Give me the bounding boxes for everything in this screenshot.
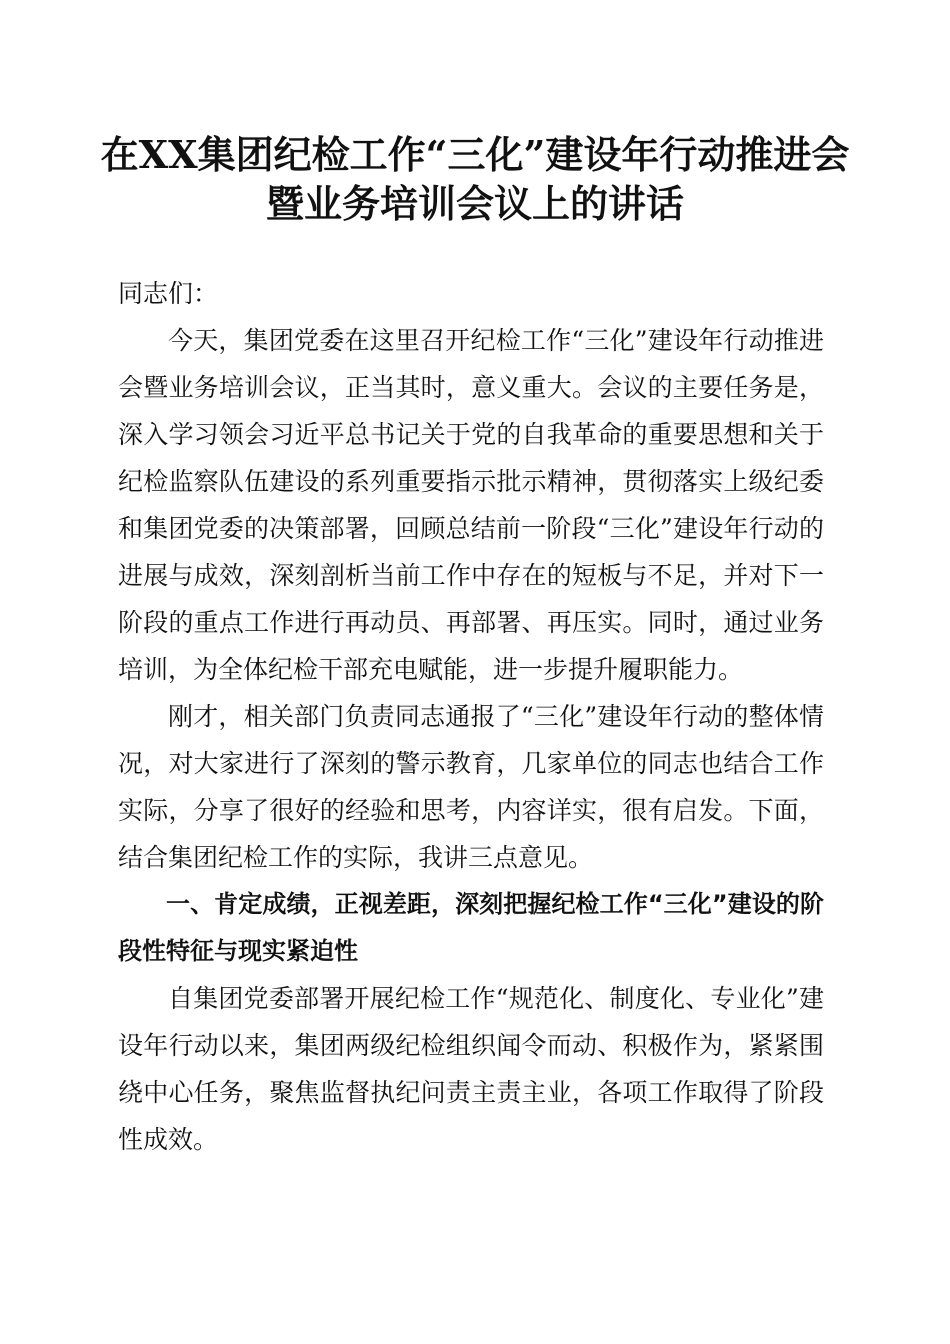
document-body — [118, 270, 824, 1163]
paragraph-reports: 刚才，相关部门负责同志通报了“三化”建设年行动的整体情况，对大家进行了深刻的警示教育，几家单位的同志也结合工作实际，分享了很好的经验和思考，内容详实，很有启发。下面，结合集团纪检工作的实际，我讲三点意见。 — [118, 702, 824, 872]
document-title: 在XX集团纪检工作“三化”建设年行动推进会暨业务培训会议上的讲话 — [100, 132, 850, 226]
section-paragraph-1: 自集团党委部署开展纪检工作“规范化、制度化、专业化”建设年行动以来，集团两级纪检组织闻令而动、积极作为，紧紧围绕中心任务，聚焦监督执纪问责主责主业，各项工作取得了阶段性成效。 — [118, 984, 824, 1154]
section-heading-1: 一、肯定成绩，正视差距，深刻把握纪检工作“三化”建设的阶段性特征与现实紧迫性 — [118, 890, 824, 965]
salutation: 同志们： — [118, 279, 219, 308]
paragraph-opening: 今天，集团党委在这里召开纪检工作“三化”建设年行动推进会暨业务培训会议，正当其时，意义重大。会议的主要任务是，深入学习领会习近平总书记关于党的自我革命的重要思想和关于纪检监察队伍建设的系列重要指示批示精神，贯彻落实上级纪委和集团党委的决策部署，回顾总结前一阶段“三化”建设年行动的进展与成效，深刻剖析当前工作中存在的短板与不足，并对下一阶段的重点工作进行再动员、再部署、再压实。同时，通过业务培训，为全体纪检干部充电赋能，进一步提升履职能力。 — [118, 326, 824, 684]
